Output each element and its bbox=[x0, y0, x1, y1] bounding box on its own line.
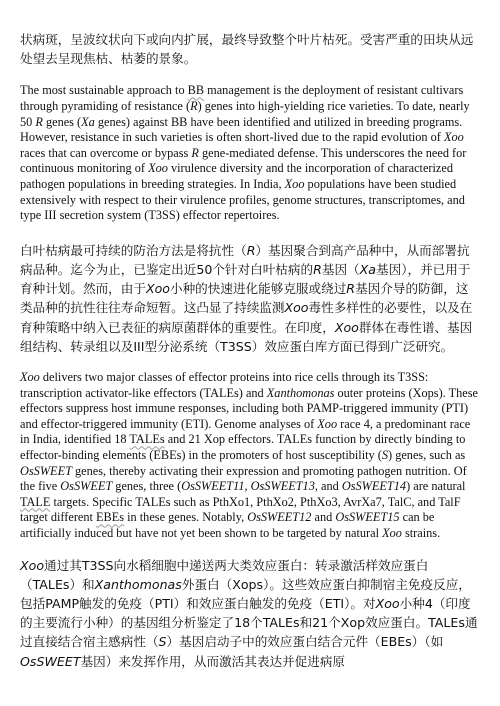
text: targets. Specific TALEs such as PthXo1, PthXo2, PthXo3, AvrXa7, TalC, and TalF target different bbox=[20, 494, 461, 525]
text-italic: OsSWEET12 bbox=[247, 510, 312, 525]
text: 群体在毒性谱、基因组结构、转录组以及III型分泌系统（T3SS）效应蛋白库方面已得到广泛研究。 bbox=[20, 319, 473, 354]
text-tale: TALE bbox=[20, 494, 51, 509]
text: 基因介导的防御，这类品种的抗性往往寿命短暂。这凸显了持续监测 bbox=[20, 281, 469, 316]
text-italic: Xanthomonas bbox=[266, 385, 335, 400]
text-italic: Xoo bbox=[382, 525, 402, 540]
text: 基因（ bbox=[321, 261, 360, 277]
text-italic: OsSWEET11, OsSWEET13 bbox=[181, 479, 315, 494]
text-italic: Xoo bbox=[443, 130, 464, 145]
text-italic: OsSWEET14 bbox=[341, 479, 407, 494]
text-italic: R bbox=[35, 114, 43, 129]
text-italic: Xanthomonas bbox=[94, 576, 182, 592]
text-italic: Xoo bbox=[148, 161, 168, 176]
text-italic: R bbox=[346, 281, 356, 297]
text: genes ( bbox=[42, 114, 82, 129]
text: races that can overcome or bypass bbox=[20, 145, 192, 160]
text: 外蛋白（Xops）。这些效应蛋白抑制宿主免疫反应，包括PAMP触发的免疫（PTI）和效应蛋白触发的免疫（ETI）。对 bbox=[20, 576, 471, 611]
text-italic: OsSWEET bbox=[20, 653, 81, 669]
text-bb: BB bbox=[187, 83, 205, 98]
text: genes, three ( bbox=[112, 479, 182, 494]
text-italic: Xoo bbox=[20, 369, 40, 384]
text: ) genes into high-yielding rice varieties. To date, nearly 50 bbox=[20, 99, 470, 129]
text: in these genes. Notably, bbox=[124, 510, 248, 525]
text: ）基因启动子中的效应蛋白结合元件（EBEs）（如 bbox=[166, 634, 444, 650]
text: management is the deployment of resistant cultivars through pyramiding of resistance ( bbox=[20, 83, 464, 113]
text: virulence diversity and the incorporation of characterized pathogen populations in breeding strategies. In India, bbox=[20, 161, 453, 191]
text: genes) against BB have been identified and utilized in breeding programs. However, resistance in such varieties is often short-lived due to the rapid evolution of bbox=[20, 114, 463, 145]
text: 状病斑，呈波纹状向下或向内扩展，最终导致整个叶片枯死。受害严重的田块从远处望去呈现焦枯、枯萎的景象。 bbox=[20, 32, 474, 67]
text-italic: Xoo bbox=[145, 281, 170, 297]
text: 基因）来发挥作用，从而激活其表达并促进病原 bbox=[80, 653, 345, 669]
paragraph-en-2 bbox=[20, 370, 480, 542]
text: and bbox=[311, 510, 336, 525]
text-italic: Xa bbox=[81, 114, 95, 129]
text: 基因），并已用于育种计划。然而，由于 bbox=[20, 261, 471, 297]
text-italic: Xoo bbox=[317, 416, 338, 431]
text: genes, thereby activating their expression and promoting pathogen nutrition. Of the five bbox=[20, 463, 467, 494]
text: The most sustainable approach to bbox=[20, 83, 188, 98]
text-italic: S bbox=[158, 634, 167, 650]
text-italic: Xoo bbox=[375, 595, 400, 611]
text: delivers two major classes of effector proteins into rice cells through its T3SS: transcription activator-like effectors (TALEs) and bbox=[20, 369, 429, 400]
paragraph-zh-2 bbox=[20, 241, 480, 356]
text: outer proteins (Xops). These effectors suppress host immune responses, including both PAMP-triggered immunity (PTI) and effector-triggered immunity (ETI). Genome analyses of bbox=[20, 385, 478, 431]
text: 白叶枯病最可持续的防治方法是将抗性（ bbox=[20, 242, 247, 258]
text: ) genes, such as bbox=[388, 447, 466, 462]
text-italic: R bbox=[246, 242, 256, 258]
text-italic: Xa bbox=[359, 261, 376, 277]
text-italic: S bbox=[381, 447, 389, 462]
text: gene-mediated defense. This underscores the need for continuous monitoring of bbox=[20, 145, 467, 176]
paragraph-zh-1 bbox=[20, 30, 480, 68]
text-italic: OsSWEET15 bbox=[335, 510, 400, 525]
text-italic: OsSWEET bbox=[20, 463, 72, 478]
text: 毒性多样性的必要性，以及在育种策略中纳入已表征的病原菌群体的重要性。在印度， bbox=[20, 300, 473, 335]
text: can be artificially induced but have not yet been shown to be targeted by natural bbox=[20, 510, 435, 540]
text-italic: R bbox=[190, 99, 198, 113]
text-italic: OsSWEET bbox=[60, 479, 113, 494]
text: , and bbox=[314, 479, 342, 494]
text: 通过其T3SS向水稻细胞中递送两大类效应蛋白：转录激活样效应蛋白（TALEs）和 bbox=[20, 557, 429, 592]
text-italic: Xoo bbox=[334, 319, 359, 335]
text: ）基因聚合到高产品种中，从而部署抗病品种。迄今为止，已鉴定出近50个针对白叶枯病的 bbox=[20, 242, 470, 277]
text: and 21 Xop effectors. TALEs function by directly binding to effector-binding elements (EBEs) in the promoters of host susceptibility ( bbox=[20, 432, 466, 462]
text: race 4, a predominant race in India, identified 18 bbox=[20, 416, 471, 447]
text-italic: R bbox=[313, 261, 322, 277]
text: 小种4（印度的主要流行小种）的基因组分析鉴定了18个TALEs和21个Xop效应蛋白。TALEs通过直接结合宿主感病性（ bbox=[20, 595, 478, 650]
text: strains. bbox=[401, 525, 441, 540]
paragraph-en-1 bbox=[20, 83, 480, 223]
text-italic: Xoo bbox=[20, 557, 45, 573]
text: ) are natural bbox=[406, 479, 466, 494]
paragraph-zh-3 bbox=[20, 556, 480, 671]
text-ebes: EBEs bbox=[96, 510, 125, 525]
text-italic: R bbox=[191, 145, 199, 160]
text: populations have been studied extensively with respect to their virulence profiles, genome structures, transcriptomes, and type III secretion system (T3SS) effector repertoires. bbox=[20, 176, 465, 223]
text-italic: Xoo bbox=[284, 300, 309, 316]
text-italic: Xoo bbox=[284, 176, 305, 191]
document-page bbox=[20, 30, 480, 671]
text-tales: TALEs bbox=[129, 432, 165, 447]
text: 小种的快速进化能够克服或绕过 bbox=[169, 281, 347, 297]
